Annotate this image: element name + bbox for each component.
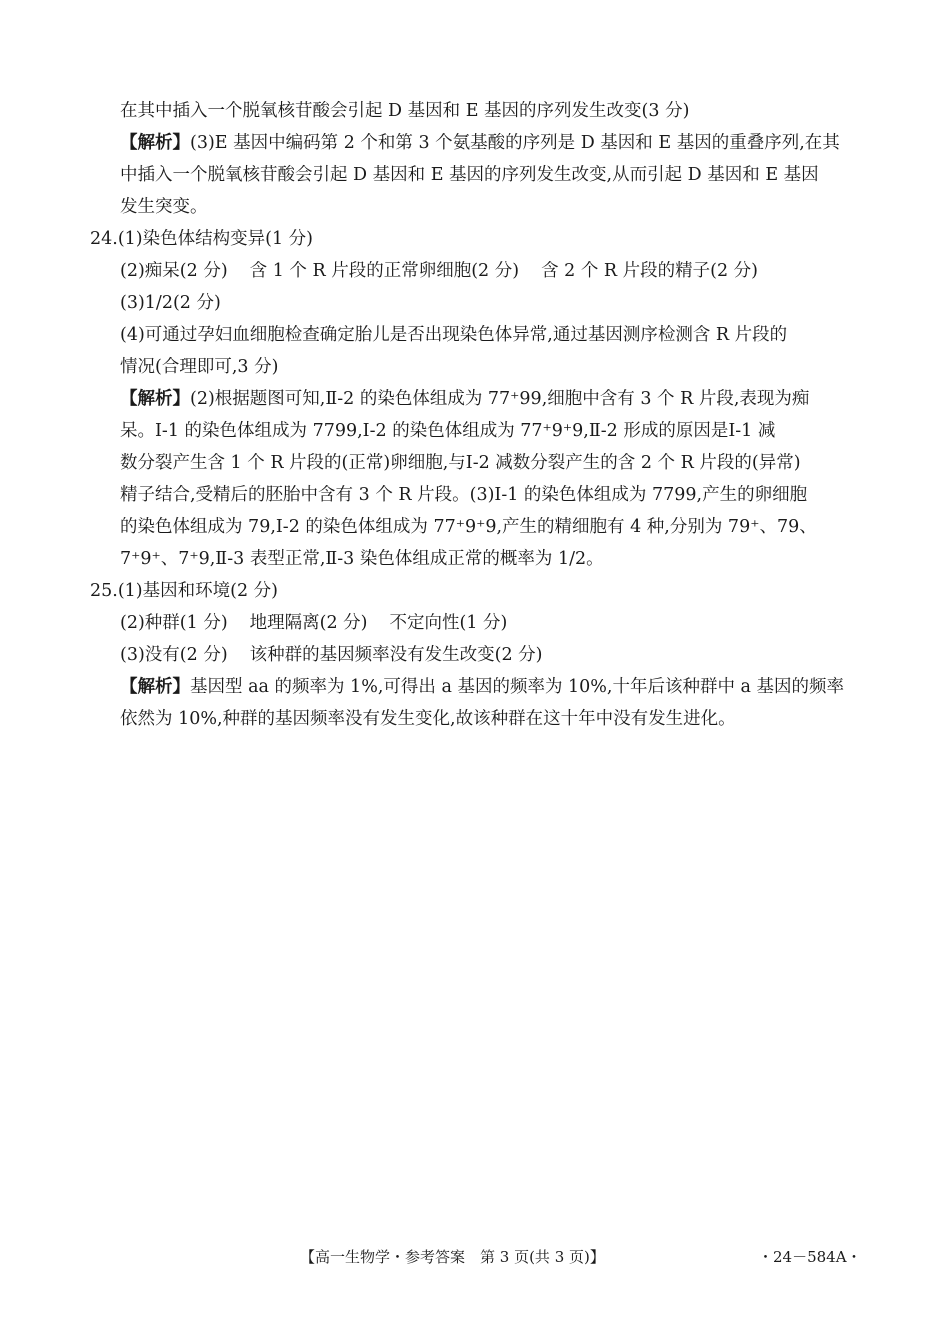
- text-segment: 基因型 aa 的频率为 1%,可得出 a 基因的频率为 10%,十年后该种群中 a 基因的频率: [190, 677, 845, 697]
- answer-line: [120, 608, 507, 639]
- text-line: 精子结合,受精后的胚胎中含有 3 个 R 片段。(3)Ⅰ-1 的染色体组成为 7799,产生的卵细胞: [120, 485, 808, 505]
- answer-line: 情况(合理即可,3 分): [120, 357, 279, 377]
- text-line: 的染色体组成为 79,Ⅰ-2 的染色体组成为 77⁺9⁺9,产生的精细胞有 4 种,分别为 79⁺、79、: [120, 517, 817, 537]
- answer-line: [120, 256, 758, 287]
- answer-part: 不定向性(1 分): [389, 613, 508, 633]
- text-segment: (2)根据题图可知,Ⅱ-2 的染色体组成为 77⁺99,细胞中含有 3 个 R 片段,表现为痴: [190, 389, 810, 409]
- answer-part: 该种群的基因频率没有发生改变(2 分): [249, 645, 543, 665]
- answer-line: (3)1/2(2 分): [120, 293, 221, 313]
- text-line: 中插入一个脱氧核苷酸会引起 D 基因和 E 基因的序列发生改变,从而引起 D 基因和 E 基因: [120, 165, 819, 185]
- text-line: 在其中插入一个脱氧核苷酸会引起 D 基因和 E 基因的序列发生改变(3 分): [120, 101, 690, 121]
- footer-code: ・24－584A・: [758, 1248, 862, 1266]
- analysis-label: 【解析】: [120, 389, 190, 409]
- text-line: 呆。Ⅰ-1 的染色体组成为 7799,Ⅰ-2 的染色体组成为 77⁺9⁺9,Ⅱ-2 形成的原因是Ⅰ-1 减: [120, 421, 776, 441]
- answer-line: [120, 640, 543, 671]
- text-line: 发生突变。: [120, 197, 208, 217]
- text-line: 依然为 10%,种群的基因频率没有发生变化,故该种群在这十年中没有发生进化。: [120, 709, 736, 729]
- analysis-label: 【解析】: [120, 677, 190, 697]
- answer-part: (2)种群(1 分): [120, 613, 228, 633]
- question-24-line: 24.(1)染色体结构变异(1 分): [90, 229, 313, 249]
- analysis-line: [120, 672, 844, 703]
- analysis-label: 【解析】: [120, 133, 190, 153]
- question-25-line: 25.(1)基因和环境(2 分): [90, 581, 278, 601]
- answer-part: 含 2 个 R 片段的精子(2 分): [541, 261, 758, 281]
- answer-part: 地理隔离(2 分): [249, 613, 368, 633]
- analysis-line: [120, 128, 840, 159]
- footer-title: 【高一生物学・参考答案 第 3 页(共 3 页)】: [300, 1248, 605, 1266]
- answer-part: (3)没有(2 分): [120, 645, 228, 665]
- text-line: 数分裂产生含 1 个 R 片段的(正常)卵细胞,与Ⅰ-2 减数分裂产生的含 2 个 R 片段的(异常): [120, 453, 801, 473]
- text-line: 7⁺9⁺、7⁺9,Ⅱ-3 表型正常,Ⅱ-3 染色体组成正常的概率为 1/2。: [120, 549, 604, 569]
- answer-part: (2)痴呆(2 分): [120, 261, 228, 281]
- answer-line: (4)可通过孕妇血细胞检查确定胎儿是否出现染色体异常,通过基因测序检测含 R 片段的: [120, 325, 788, 345]
- analysis-line: [120, 384, 809, 415]
- text-segment: (3)E 基因中编码第 2 个和第 3 个氨基酸的序列是 D 基因和 E 基因的重叠序列,在其: [190, 133, 840, 153]
- answer-part: 含 1 个 R 片段的正常卵细胞(2 分): [249, 261, 520, 281]
